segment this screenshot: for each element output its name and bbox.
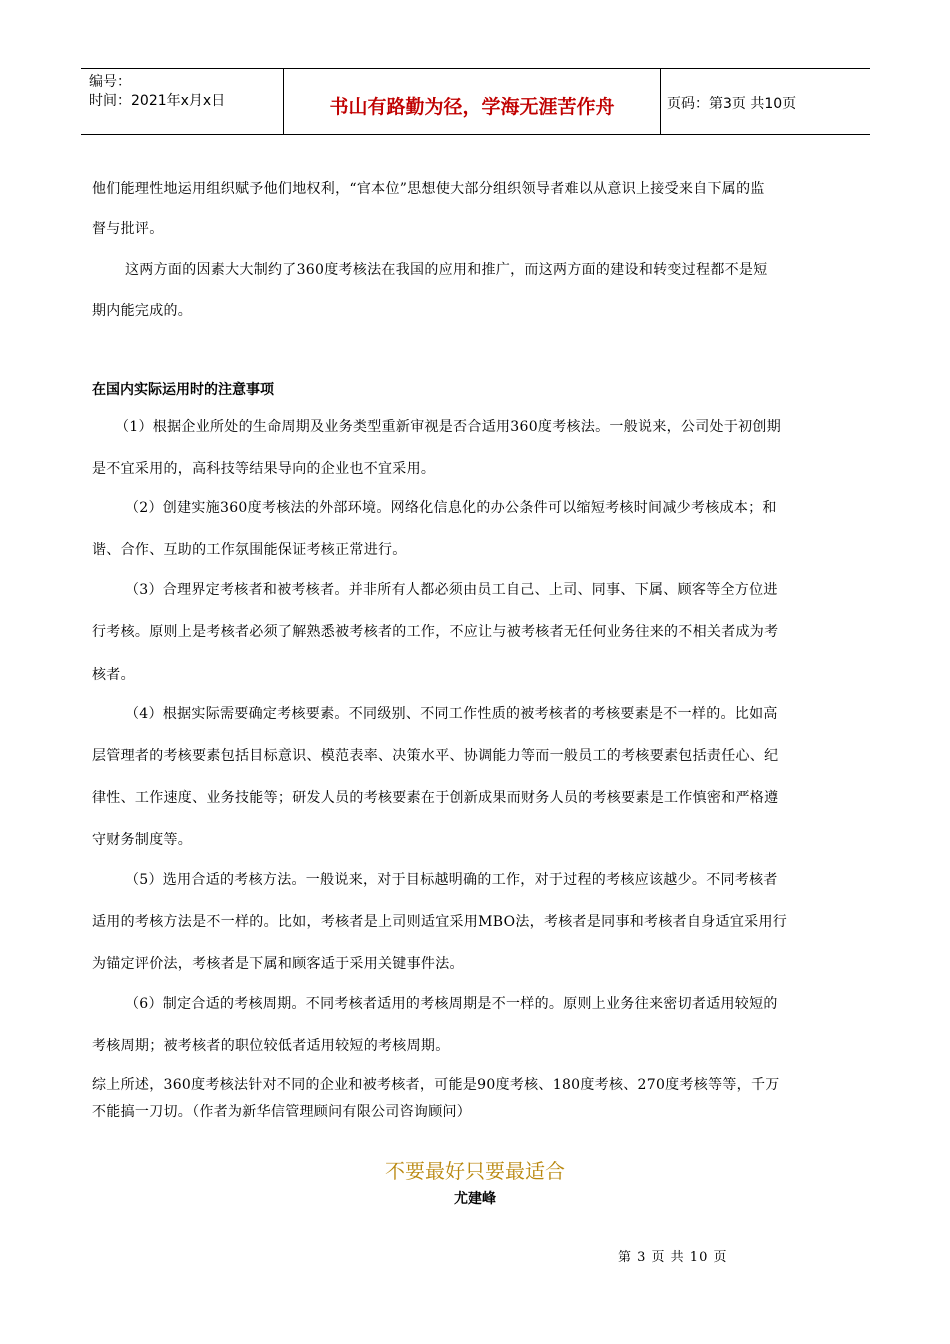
list-item: （2）创建实施360度考核法的外部环境。网络化信息化的办公条件可以缩短考核时间减少考核成本；和 (125, 500, 777, 516)
list-item: 是不宜采用的，高科技等结果导向的企业也不宜采用。 (92, 461, 436, 477)
header-page-code: 页码：第3页 共10页 (667, 95, 797, 112)
page-footer: 第 3 页 共 10 页 (618, 1250, 728, 1265)
article-title: 不要最好只要最适合 (385, 1159, 565, 1183)
list-item: 为锚定评价法，考核者是下属和顾客适于采用关键事件法。 (92, 956, 464, 972)
list-item: （4）根据实际需要确定考核要素。不同级别、不同工作性质的被考核者的考核要素是不一样的。比如高 (125, 706, 778, 722)
paragraph-line: 这两方面的因素大大制约了360度考核法在我国的应用和推广，而这两方面的建设和转变过程都不是短 (125, 262, 768, 278)
paragraph-line: 督与批评。 (92, 221, 164, 237)
header-time-label: 时间：2021年x月x日 (89, 93, 226, 109)
list-item: 行考核。原则上是考核者必须了解熟悉被考核者的工作，不应让与被考核者无任何业务往来的不相关者成为考 (92, 624, 779, 640)
list-item: 考核周期；被考核者的职位较低者适用较短的考核周期。 (92, 1038, 450, 1054)
summary-line: 综上所述，360度考核法针对不同的企业和被考核者，可能是90度考核、180度考核、270度考核等等，千万 (92, 1077, 780, 1093)
list-item: （3）合理界定考核者和被考核者。并非所有人都必须由员工自己、上司、同事、下属、顾客等全方位进 (125, 582, 778, 598)
list-item: 层管理者的考核要素包括目标意识、模范表率、决策水平、协调能力等而一般员工的考核要素包括责任心、纪 (92, 748, 779, 764)
summary-line: 不能搞一刀切。（作者为新华信管理顾问有限公司咨询顾问） (92, 1104, 472, 1120)
list-item: 核者。 (92, 667, 135, 683)
section-heading: 在国内实际运用时的注意事项 (92, 382, 274, 398)
header-number-label: 编号： (89, 74, 131, 90)
list-item: （6）制定合适的考核周期。不同考核者适用的考核周期是不一样的。原则上业务往来密切者适用较短的 (125, 996, 778, 1012)
paragraph-line: 他们能理性地运用组织赋予他们地权利，“官本位”思想使大部分组织领导者难以从意识上接受来自下属的监 (92, 181, 765, 197)
list-item: （5）选用合适的考核方法。一般说来，对于目标越明确的工作，对于过程的考核应该越少。不同考核者 (125, 872, 778, 888)
list-item: 律性、工作速度、业务技能等；研发人员的考核要素在于创新成果而财务人员的考核要素是工作慎密和严格遵 (92, 790, 779, 806)
paragraph-line: 期内能完成的。 (92, 303, 193, 319)
list-item: 适用的考核方法是不一样的。比如，考核者是上司则适宜采用MBO法，考核者是同事和考核者自身适宜采用行 (92, 914, 788, 930)
header-motto: 书山有路勤为径，学海无涯苦作舟 (284, 69, 661, 134)
list-item: 谐、合作、互助的工作氛围能保证考核正常进行。 (92, 542, 407, 558)
list-item: 守财务制度等。 (92, 832, 193, 848)
article-author: 尤建峰 (454, 1191, 496, 1207)
header-meta (81, 69, 284, 134)
page-header (81, 68, 870, 135)
list-item: （1）根据企业所处的生命周期及业务类型重新审视是否合适用360度考核法。一般说来，公司处于初创期 (115, 419, 782, 435)
